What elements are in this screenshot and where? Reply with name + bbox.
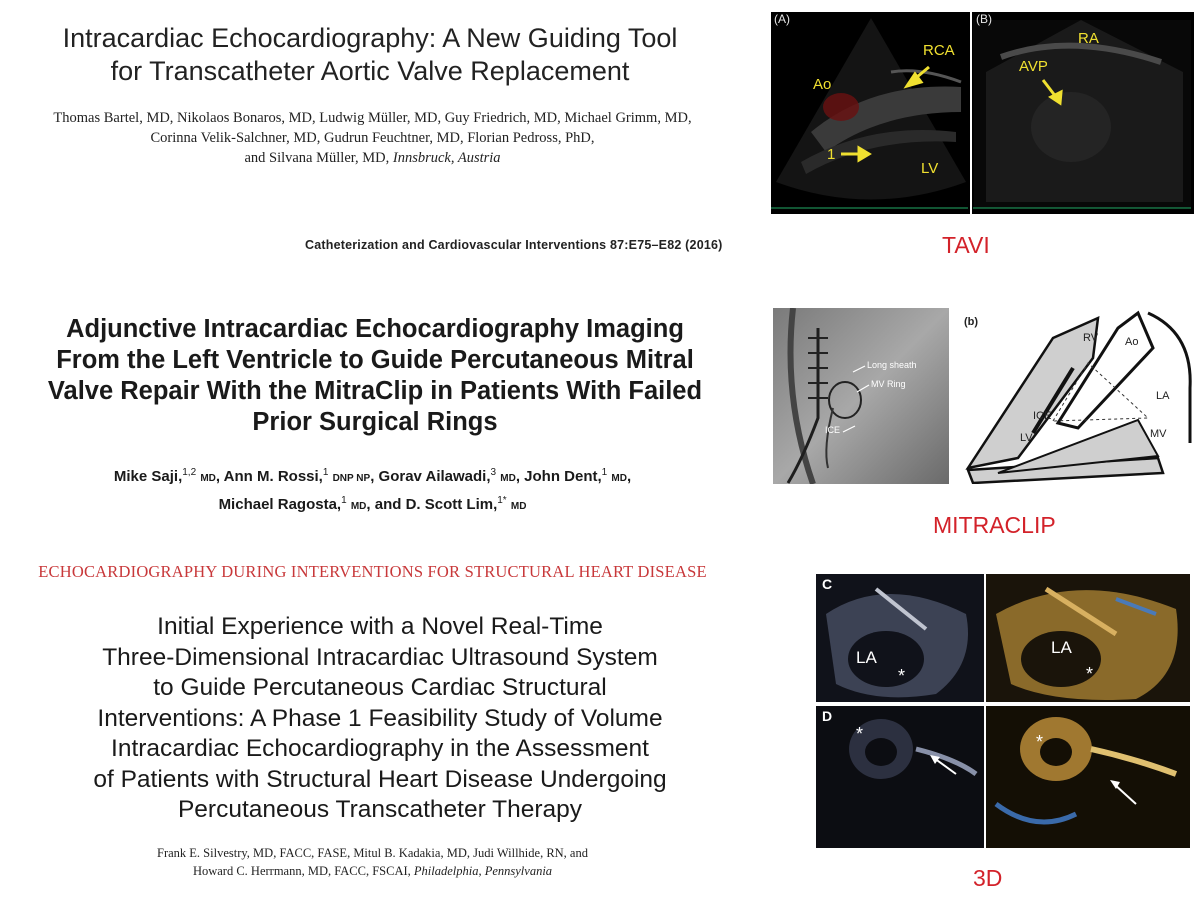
mitraclip-fluoro-image	[773, 308, 949, 484]
author-name: Michael Ragosta,	[218, 496, 342, 513]
paper1-journal-citation: Catheterization and Cardiovascular Interventions 87:E75–E82 (2016)	[305, 238, 723, 252]
paper3-title-line: of Patients with Structural Heart Disease Undergoing	[93, 765, 667, 793]
fluoro-label-mv-ring: MV Ring	[871, 379, 906, 389]
diagram-panel-b-label: (b)	[964, 316, 979, 328]
tavi-label: TAVI	[942, 232, 990, 258]
three-d-star: *	[1086, 664, 1094, 684]
author-name: , John Dent,	[515, 468, 602, 485]
paper2-title-line: Valve Repair With the MitraClip in Patients With Failed	[47, 377, 703, 405]
paper1-title-line2: for Transcatheter Aortic Valve Replacement	[110, 56, 630, 86]
author-affil: 1	[341, 495, 347, 506]
author-name: , Gorav Ailawadi,	[370, 468, 491, 485]
paper1-authors-line2: Corinna Velik-Salchner, MD, Gudrun Feuchtner, MD, Florian Pedross, PhD,	[150, 130, 595, 146]
diagram-label-mv: MV	[1150, 428, 1167, 440]
author-affil: 1,2	[182, 467, 197, 478]
tavi-label-avp: AVP	[1019, 58, 1048, 75]
three-d-ice-images	[816, 574, 1190, 848]
paper1-title	[0, 22, 740, 88]
author-degree: MD	[500, 473, 516, 484]
tavi-panel-a-label: (A)	[774, 12, 790, 26]
paper3-title-line: Interventions: A Phase 1 Feasibility Study of Volume	[97, 704, 663, 732]
fluoro-label-long-sheath: Long sheath	[867, 360, 917, 370]
mitraclip-label: MITRACLIP	[933, 512, 1056, 538]
diagram-label-la: LA	[1156, 390, 1170, 402]
paper3-title-line: Three-Dimensional Intracardiac Ultrasound System	[102, 643, 658, 671]
paper3-authors	[0, 844, 745, 880]
diagram-label-lv: LV	[1020, 432, 1033, 444]
tavi-panel-b-label: (B)	[976, 12, 992, 26]
paper2-authors	[0, 462, 745, 518]
paper3-section-heading: ECHOCARDIOGRAPHY DURING INTERVENTIONS FOR STRUCTURAL HEART DISEASE	[38, 562, 707, 581]
fluoro-label-ice: ICE	[825, 425, 841, 435]
mitraclip-fluoro-figure	[773, 308, 949, 484]
paper3-title-line: Initial Experience with a Novel Real-Time	[157, 613, 603, 640]
paper1-title-line1: Intracardiac Echocardiography: A New Guiding Tool	[62, 23, 678, 53]
paper2-title	[0, 314, 750, 438]
paper1-authors-line3	[0, 148, 745, 168]
author-degree: MD	[510, 501, 527, 512]
author-affil: 3	[490, 467, 497, 478]
three-d-ice-figure	[816, 574, 1190, 848]
tavi-panel-b-image	[973, 20, 1191, 208]
paper3-title-line: Percutaneous Transcatheter Therapy	[177, 796, 583, 823]
author-affil: 1	[322, 467, 329, 478]
paper1-location: Innsbruck, Austria	[392, 150, 501, 166]
tavi-label-ra: RA	[1078, 30, 1099, 47]
tavi-ice-images	[771, 12, 1194, 214]
author-affil: 1	[601, 467, 608, 478]
paper3-title	[0, 612, 760, 826]
paper2-authors-line2	[0, 490, 745, 518]
paper3-authors-line2	[0, 862, 745, 880]
mitraclip-diagram-figure	[958, 308, 1194, 484]
diagram-label-ao: Ao	[1125, 336, 1139, 348]
three-d-panel-c-label: C	[822, 576, 833, 592]
three-d-star: *	[856, 724, 864, 744]
tavi-label-rca: RCA	[923, 42, 955, 59]
three-d-label-la-right: LA	[1051, 638, 1072, 657]
author-affil: 1*	[497, 495, 507, 506]
paper3-location: Philadelphia, Pennsylvania	[413, 864, 553, 878]
author-name: Mike Saji,	[113, 468, 183, 485]
diagram-label-ice: ICE	[1033, 410, 1052, 422]
paper1-authors	[0, 108, 745, 168]
three-d-panel-d-label: D	[822, 708, 833, 724]
paper2-title-line: Prior Surgical Rings	[252, 408, 498, 436]
paper2-authors-line1: Mike Saji,$^{1,2}$ MD, Ann M. Rossi,$^1$ DNP NP, Gorav Ailawadi,$^3$ MD, John Dent,$^1$ MD,	[113, 467, 632, 485]
paper1-authors-line1: Thomas Bartel, MD, Nikolaos Bonaros, MD, Ludwig Müller, MD, Guy Friedrich, MD, Michael Grimm, MD,	[53, 110, 692, 126]
tavi-ice-figure	[771, 12, 1194, 214]
author-name: , and D. Scott Lim,	[366, 496, 498, 513]
paper3-title-line: to Guide Percutaneous Cardiac Structural	[153, 674, 607, 701]
diagram-label-rv: RV	[1083, 332, 1099, 344]
tavi-label-1: 1	[827, 146, 836, 163]
paper2-title-line: Adjunctive Intracardiac Echocardiography Imaging	[66, 315, 684, 343]
author-degree: MD	[200, 473, 216, 484]
author-degree: DNP NP	[332, 473, 371, 484]
three-d-label-la-left: LA	[856, 648, 877, 667]
paper1-authors-line3-text: and Silvana Müller, MD,	[244, 150, 393, 166]
three-d-star: *	[1036, 732, 1044, 752]
paper3-authors-line1: Frank E. Silvestry, MD, FACC, FASE, Mitul B. Kadakia, MD, Judi Willhide, RN, and	[157, 846, 588, 860]
author-degree: MD	[350, 501, 367, 512]
three-d-star: *	[898, 666, 906, 686]
paper2-title-line: From the Left Ventricle to Guide Percutaneous Mitral	[56, 346, 694, 374]
paper3-title-line: Intracardiac Echocardiography in the Assessment	[111, 735, 649, 762]
tavi-label-lv: LV	[921, 160, 939, 177]
author-name: , Ann M. Rossi,	[215, 468, 323, 485]
tavi-label-ao: Ao	[813, 76, 832, 93]
paper3-authors-line2-text: Howard C. Herrmann, MD, FACC, FSCAI,	[192, 864, 414, 878]
author-degree: MD	[611, 473, 627, 484]
three-d-label: 3D	[973, 865, 1003, 891]
